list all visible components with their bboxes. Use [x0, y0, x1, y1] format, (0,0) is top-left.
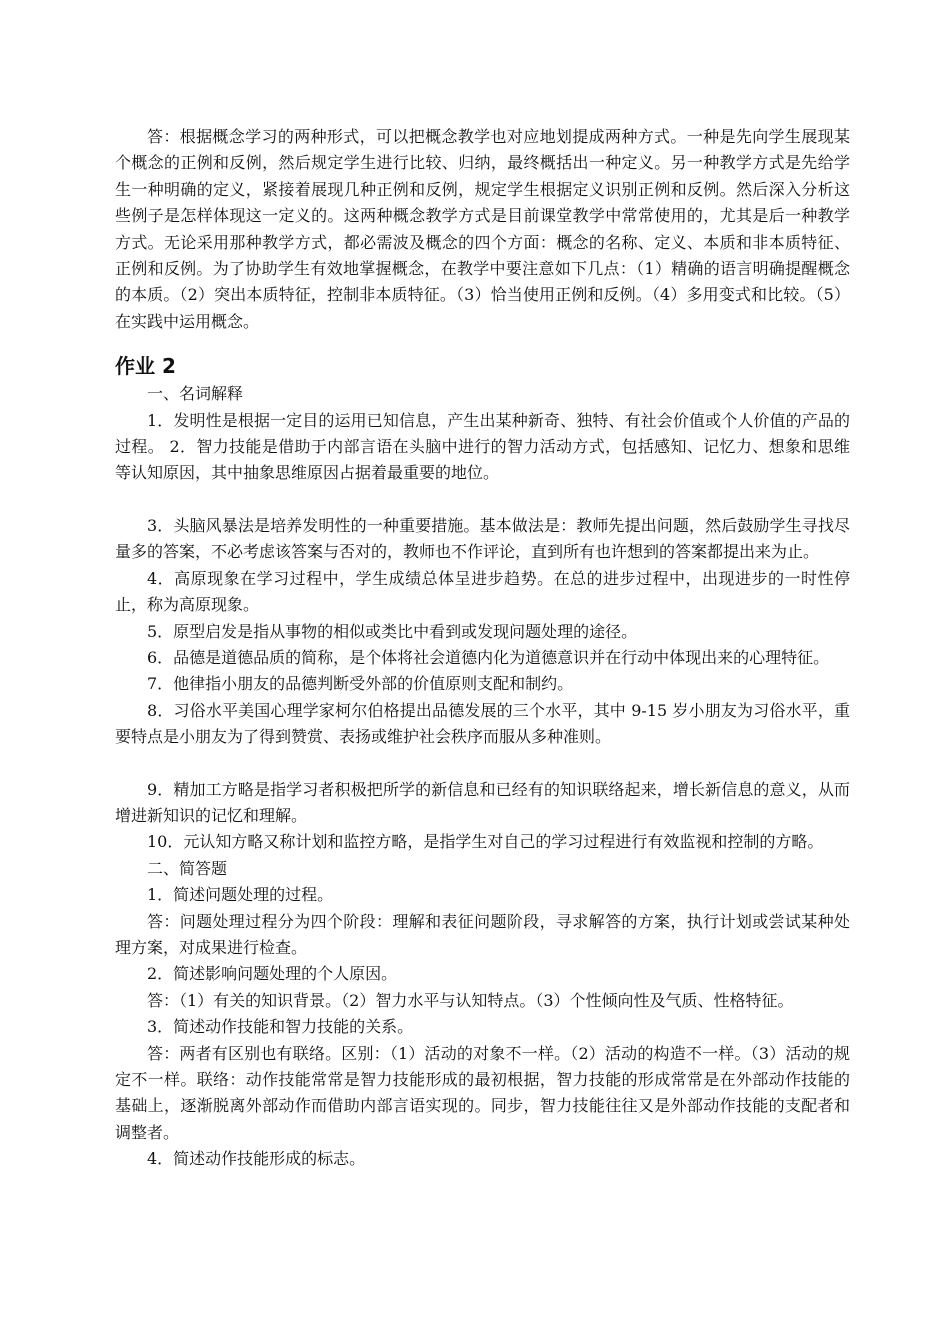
- term-paragraph: 1．发明性是根据一定目的运用已知信息，产生出某种新奇、独特、有社会价值或个人价值的产品的过程。 2．智力技能是借助于内部言语在头脑中进行的智力活动方式，包括感知、记忆力、想象和思维等认知原因，其中抽象思维原因占据着最重要的地位。: [115, 410, 850, 483]
- question: 4．简述动作技能形成的标志。: [147, 1149, 366, 1169]
- answer: 答：两者有区别也有联络。区别：（1）活动的对象不一样。（2）活动的构造不一样。（3）活动的规定不一样。联络：动作技能常常是智力技能形成的最初根据，智力技能的形成常常是在外部动作技能的基础上，逐渐脱离外部动作而借助内部言语实现的。同步，智力技能往往又是外部动作技能的支配者和调整者。: [115, 1043, 850, 1142]
- question: 1．简述问题处理的过程。: [147, 885, 334, 905]
- question: 3．简述动作技能和智力技能的关系。: [147, 1017, 414, 1037]
- spacer: [115, 487, 850, 513]
- document-page: [115, 124, 850, 1173]
- spacer: [115, 335, 850, 349]
- term-paragraph: 4．高原现象在学习过程中，学生成绩总体呈进步趋势。在总的进步过程中，出现进步的一时性停止，称为高原现象。: [115, 568, 850, 615]
- term-paragraph: 5．原型启发是指从事物的相似或类比中看到或发现问题处理的途径。: [147, 621, 638, 641]
- intro-answer-paragraph: 答：根据概念学习的两种形式，可以把概念教学也对应地划提成两种方式。一种是先向学生展现某个概念的正例和反例，然后规定学生进行比较、归纳，最终概括出一种定义。另一种教学方式是先给学生一种明确的定义，紧接着展现几种正例和反例，规定学生根据定义识别正例和反例。然后深入分析这些例子是怎样体现这一定义的。这两种概念教学方式是目前课堂教学中常常使用的，尤其是后一种教学方式。无论采用那种教学方式，都必需波及概念的四个方面：概念的名称、定义、本质和非本质特征、正例和反例。为了协助学生有效地掌握概念，在教学中要注意如下几点：（1）精确的语言明确提醒概念的本质。（2）突出本质特征，控制非本质特征。（3）恰当使用正例和反例。（4）多用变式和比较。（5）在实践中运用概念。: [115, 127, 850, 331]
- term-paragraph: 8．习俗水平美国心理学家柯尔伯格提出品德发展的三个水平，其中 9-15 岁小朋友为习俗水平，重要特点是小朋友为了得到赞赏、表扬或维护社会秩序而服从多种准则。: [115, 700, 850, 747]
- assignment-heading: 作业 2: [115, 354, 176, 379]
- term-paragraph: 3．头脑风暴法是培养发明性的一种重要措施。基本做法是：教师先提出问题，然后鼓励学生寻找尽量多的答案，不必考虑该答案与否对的，教师也不作评论，直到所有也许想到的答案都提出来为止。: [115, 515, 850, 562]
- term-paragraph: 10．元认知方略又称计划和监控方略，是指学生对自己的学习过程进行有效监视和控制的方略。: [147, 832, 824, 852]
- spacer: [115, 751, 850, 777]
- section-title-short-answer: 二、简答题: [147, 858, 228, 878]
- term-paragraph: 6．品德是道德品质的简称，是个体将社会道德内化为道德意识并在行动中体现出来的心理特征。: [147, 647, 830, 667]
- term-paragraph: 9．精加工方略是指学习者积极把所学的新信息和已经有的知识联络起来，增长新信息的意义，从而增进新知识的记忆和理解。: [115, 779, 850, 825]
- answer: 答：（1）有关的知识背景。（2）智力水平与认知特点。（3）个性倾向性及气质、性格特征。: [147, 990, 794, 1010]
- section-title-definitions: 一、名词解释: [147, 384, 244, 404]
- term-paragraph: 7．他律指小朋友的品德判断受外部的价值原则支配和制约。: [147, 674, 574, 694]
- answer: 答：问题处理过程分为四个阶段：理解和表征问题阶段，寻求解答的方案，执行计划或尝试某种处理方案，对成果进行检查。: [115, 911, 850, 957]
- question: 2．简述影响问题处理的个人原因。: [147, 964, 398, 984]
